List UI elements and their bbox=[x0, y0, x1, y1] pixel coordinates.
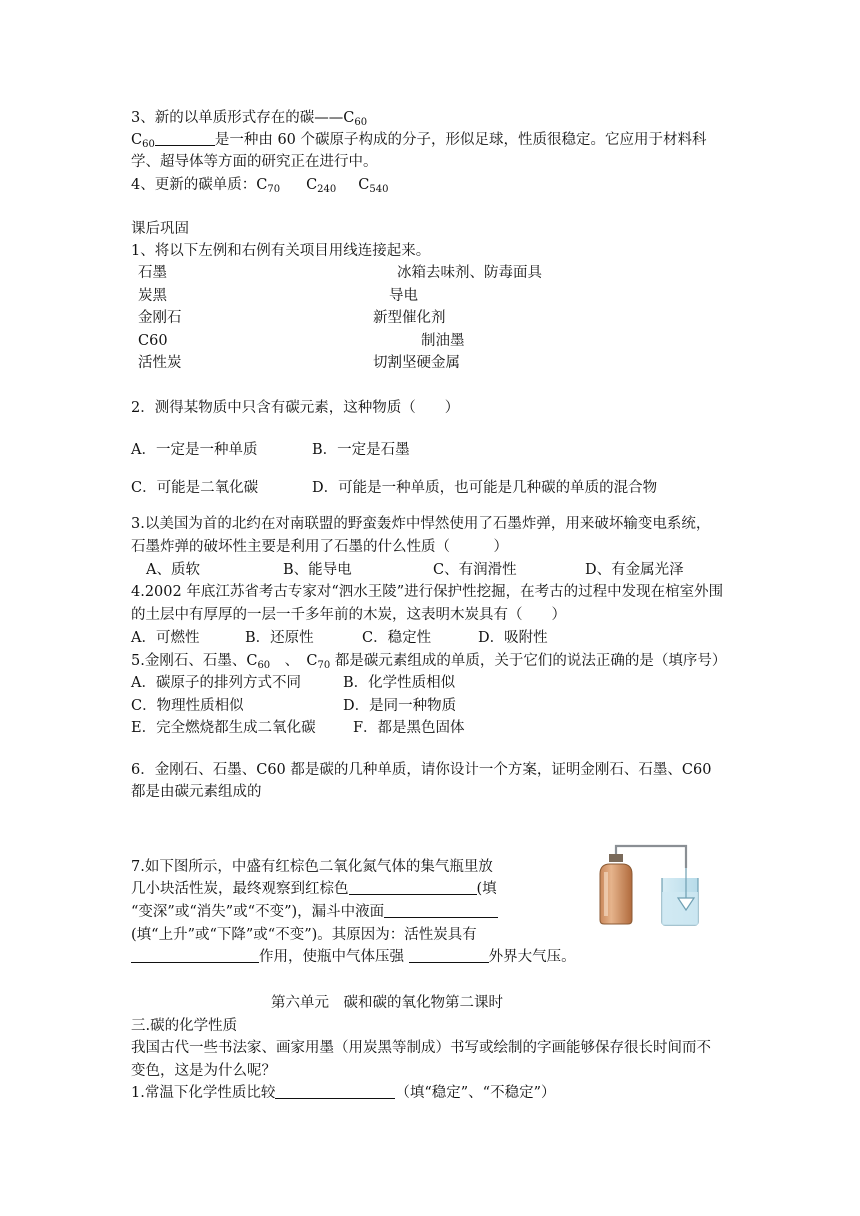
q3-option-a[interactable]: A、质软 bbox=[146, 562, 200, 578]
c60-heading: 3、新的以单质形式存在的碳$——C_{60}$ bbox=[131, 110, 368, 128]
chem-property-paragraph-line1: 我国古代一些书法家、画家用墨（用炭黑等制成）书写或绘制的字画能够保存很长时间而不 bbox=[131, 1040, 711, 1056]
q3-option-c[interactable]: C、有润滑性 bbox=[433, 562, 517, 578]
q3-stem-line2: 石墨炸弹的破坏性主要是利用了石墨的什么性质（ ） bbox=[131, 539, 508, 555]
q4-stem-line1: 4.2002 年底江苏省考古专家对“泗水王陵”进行保护性挖掘，在考古的过程中发现在棺室外围 bbox=[131, 584, 724, 600]
q2-stem: 2．测得某物质中只含有碳元素，这种物质（ ） bbox=[131, 400, 460, 416]
q1-left-item[interactable]: 石墨 bbox=[138, 265, 167, 281]
q4-option-c[interactable]: C．稳定性 bbox=[362, 630, 432, 646]
q2-option-a[interactable]: A．一定是一种单质 bbox=[131, 442, 258, 458]
q5-option-c[interactable]: C．物理性质相似 bbox=[131, 698, 244, 714]
q1-left-item[interactable]: C60 bbox=[138, 333, 168, 349]
q1-right-item[interactable]: 导电 bbox=[389, 288, 418, 304]
q5-option-e[interactable]: E．完全燃烧都生成二氧化碳 bbox=[131, 720, 316, 736]
q1-left-item[interactable]: 金刚石 bbox=[138, 310, 182, 326]
gas-jar-funnel-apparatus-icon bbox=[594, 842, 706, 926]
q6-stem-line1: 6．金刚石、石墨、C60 都是碳的几种单质，请你设计一个方案，证明金刚石、石墨、C60 bbox=[131, 762, 712, 778]
q7-line1: 7.如下图所示，中盛有红棕色二氧化氮气体的集气瓶里放 bbox=[131, 859, 493, 875]
chem-property-paragraph-line2: 变色，这是为什么呢？ bbox=[131, 1063, 276, 1079]
q7-blank-color[interactable] bbox=[349, 880, 477, 895]
q6-stem-line2: 都是由碳元素组成的 bbox=[131, 784, 262, 800]
review-title: 课后巩固 bbox=[131, 221, 189, 237]
chem-property-heading: 三.碳的化学性质 bbox=[131, 1018, 238, 1034]
chem-property-item1: 1.常温下化学性质比较 （填“稳定”、“不稳定”） bbox=[131, 1085, 556, 1101]
q1-stem: 1、将以下左例和右例有关项目用线连接起来。 bbox=[131, 243, 431, 259]
q1-left-item[interactable]: 活性炭 bbox=[138, 355, 182, 371]
stability-blank[interactable] bbox=[275, 1084, 395, 1099]
q3-stem-line1: 3.以美国为首的北约在对南联盟的野蛮轰炸中悍然使用了石墨炸弹，用来破坏输变电系统， bbox=[131, 516, 711, 532]
q7-blank-liquid-level[interactable] bbox=[384, 903, 498, 918]
q3-option-b[interactable]: B、能导电 bbox=[283, 562, 352, 578]
q2-option-b[interactable]: B．一定是石墨 bbox=[312, 442, 410, 458]
q4-option-a[interactable]: A．可燃性 bbox=[131, 630, 200, 646]
q1-right-item[interactable]: 切割坚硬金属 bbox=[373, 355, 460, 371]
q4-stem-line2: 的土层中有厚厚的一层一千多年前的木炭，这表明木炭具有（ ） bbox=[131, 607, 566, 623]
q5-option-f[interactable]: F．都是黑色固体 bbox=[353, 720, 465, 736]
c60-blank[interactable] bbox=[155, 131, 215, 146]
q7-blank-pressure[interactable] bbox=[409, 948, 489, 963]
c60-description-line1: $C_{60}$ 是一种由 60 个碳原子构成的分子，形似足球，性质很稳定。它应用于材料科 bbox=[131, 132, 707, 150]
q1-right-item[interactable]: 新型催化剂 bbox=[373, 310, 446, 326]
unit-title: 第六单元 碳和碳的氧化物第二课时 bbox=[271, 995, 503, 1011]
q1-left-item[interactable]: 炭黑 bbox=[138, 288, 167, 304]
q1-right-item[interactable]: 冰箱去味剂、防毒面具 bbox=[397, 265, 542, 281]
q5-stem: 5.金刚石、石墨、$C_{60}$ 、 $C_{70}$ 都是碳元素组成的单质，关于它们的说法正确的是（填序号） bbox=[131, 653, 727, 671]
q4-option-d[interactable]: D．吸附性 bbox=[478, 630, 548, 646]
q4-option-b[interactable]: B．还原性 bbox=[245, 630, 314, 646]
q2-option-d[interactable]: D．可能是一种单质，也可能是几种碳的单质的混合物 bbox=[312, 480, 658, 496]
q5-option-d[interactable]: D．是同一种物质 bbox=[343, 698, 457, 714]
q7-line2: 几小块活性炭，最终观察到红棕色 (填 bbox=[131, 881, 497, 897]
q7-line5: 作用，使瓶中气体压强 外界大气压。 bbox=[131, 947, 576, 967]
q5-option-a[interactable]: A．碳原子的排列方式不同 bbox=[131, 675, 301, 691]
newer-carbon-line: 4、更新的碳单质：$C_{70}$ $C_{240}$ $C_{540}$ bbox=[131, 177, 389, 195]
q7-line4: (填“上升”或“下降”或“不变”)。其原因为：活性炭具有 bbox=[131, 927, 477, 943]
q3-option-d[interactable]: D、有金属光泽 bbox=[585, 562, 684, 578]
q2-option-c[interactable]: C．可能是二氧化碳 bbox=[131, 480, 259, 496]
c60-description-line2: 学、超导体等方面的研究正在进行中。 bbox=[131, 154, 378, 170]
q5-option-b[interactable]: B．化学性质相似 bbox=[343, 675, 456, 691]
q7-line3: “变深”或“消失”或“不变”)，漏斗中液面 bbox=[131, 902, 498, 922]
q1-right-item[interactable]: 制油墨 bbox=[421, 333, 465, 349]
q7-blank-property[interactable] bbox=[131, 948, 259, 963]
